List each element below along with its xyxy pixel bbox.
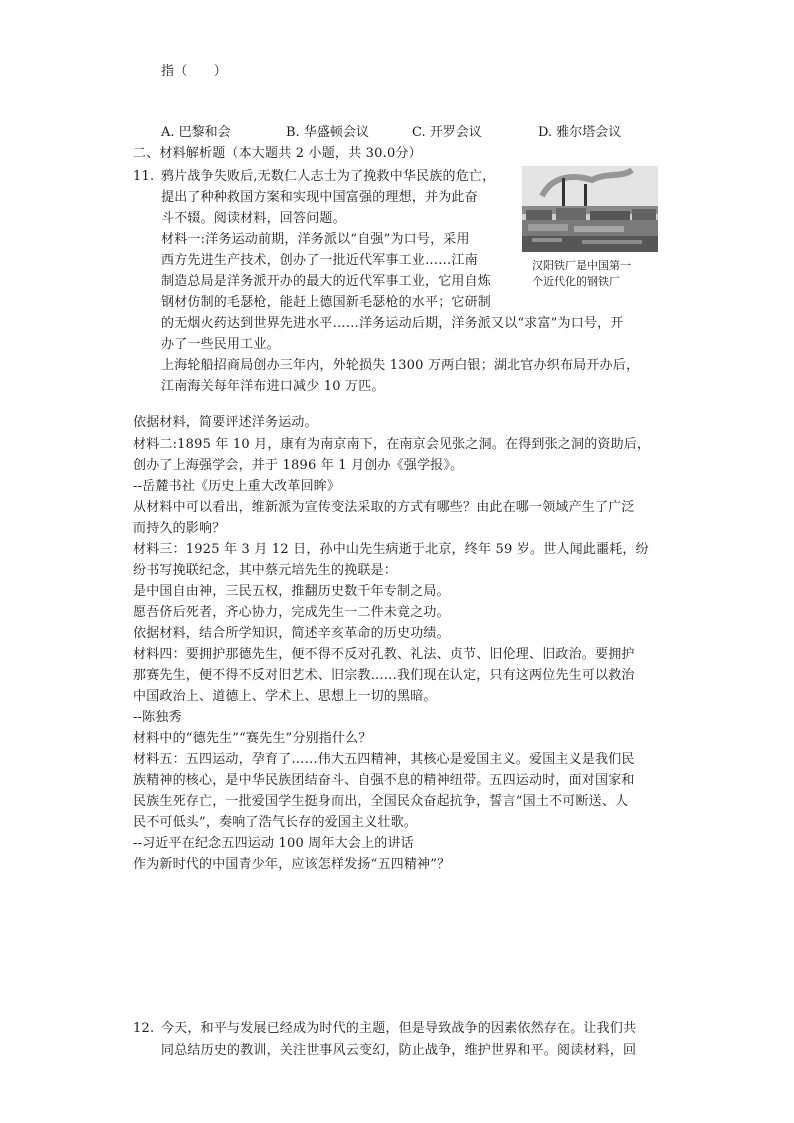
material-1-line: 钢材仿制的毛瑟枪，能赶上德国新毛瑟枪的水平；它研制: [161, 295, 492, 310]
material-1-line: 制造总局是洋务派开办的最大的近代军事工业，它用自炼: [161, 274, 492, 289]
material-1-line: 材料一:洋务运动前期，洋务派以“自强”为口号，采用: [161, 232, 470, 247]
q11-intro-line: 鸦片战争失败后,无数仁人志士为了挽救中华民族的危亡，: [161, 169, 496, 184]
material-1-line: 江南海关每年洋布进口减少 10 万匹。: [161, 379, 385, 394]
question-number: 11.: [133, 169, 155, 184]
material-5-line: 民族生死存亡，一批爱国学生挺身而出，全国民众奋起抗争，誓言“国土不可断送、人: [133, 794, 629, 809]
material-4-line: 材料四：要拥护那德先生，便不得不反对孔教、礼法、贞节、旧伦理、旧政治。要拥护: [133, 647, 635, 662]
photo-caption: 汉阳铁厂是中国第一: [532, 259, 631, 272]
sub-question: 从材料中可以看出，维新派为宣传变法采取的方式有哪些？由此在哪一领域产生了广泛: [133, 500, 635, 515]
sub-question: 作为新时代的中国青少年，应该怎样发扬“五四精神”？: [133, 857, 451, 872]
q12-line: 同总结历史的教训，关注世事风云变幻，防止战争，维护世界和平。阅读材料，回: [161, 1043, 637, 1058]
q11-intro-line: 提出了种种救国方案和实现中国富强的理想，并为此奋: [161, 190, 478, 205]
material-1-line: 办了一些民用工业。: [161, 337, 280, 352]
material-4-line: 中国政治上、道德上、学术上、思想上一切的黑暗。: [133, 689, 437, 704]
material-3-line: 纷书写挽联纪念，其中蔡元培先生的挽联是：: [133, 563, 398, 578]
sub-question: 依据材料，简要评述洋务运动。: [133, 415, 318, 430]
question-10-stem: 指（ ）: [161, 64, 228, 79]
q12-line: 今天，和平与发展已经成为时代的主题，但是导致战争的因素依然存在。让我们共: [161, 1021, 637, 1036]
section-title: 二、材料解析题（本大题共 2 小题，共 30.0分）: [133, 146, 422, 161]
material-source: --陈独秀: [133, 710, 182, 725]
material-3-line: 材料三：1925 年 3 月 12 日，孙中山先生病逝于北京，终年 59 岁。世人闻此噩耗，纷: [133, 542, 649, 557]
photo-caption: 个近代化的钢铁厂: [532, 275, 620, 288]
sub-question: 材料中的“德先生”“赛先生”分别指什么？: [133, 731, 372, 746]
material-source: --习近平在纪念五四运动 100 周年大会上的讲话: [133, 836, 414, 851]
option-a[interactable]: A. 巴黎和会: [161, 125, 231, 140]
material-source: --岳麓书社《历史上重大改革回眸》: [133, 479, 341, 494]
material-3-line: 愿吾侪后死者，齐心协力，完成先生一二件未竟之功。: [133, 605, 450, 620]
material-5-line: 材料五：五四运动，孕育了……伟大五四精神，其核心是爱国主义。爱国主义是我们民: [133, 752, 635, 767]
option-b[interactable]: B. 华盛顿会议: [286, 125, 369, 140]
hanyang-ironworks-photo: [522, 166, 658, 252]
material-3-line: 是中国自由神，三民五权，推翻历史数千年专制之局。: [133, 584, 450, 599]
material-2-line: 创办了上海强学会，并于 1896 年 1 月创办《强学报》。: [133, 458, 464, 473]
sub-question: 而持久的影响？: [133, 521, 226, 536]
material-4-line: 那赛先生，便不得不反对旧艺术、旧宗教……我们现在认定，只有这两位先生可以救治: [133, 668, 635, 683]
option-d[interactable]: D. 雅尔塔会议: [538, 125, 622, 140]
material-1-line: 上海轮船招商局创办三年内，外轮损失 1300 万两白银；湖北官办织布局开办后，: [161, 358, 640, 373]
material-5-line: 民不可低头”，奏响了浩气长存的爱国主义壮歌。: [133, 815, 418, 830]
material-2-line: 材料二:1895 年 10 月，康有为南京南下，在南京会见张之洞。在得到张之洞的资助后，: [133, 437, 651, 452]
material-1-line: 西方先进生产技术，创办了一批近代军事工业……江南: [161, 253, 478, 268]
material-5-line: 族精神的核心，是中华民族团结奋斗、自强不息的精神纽带。五四运动时，面对国家和: [133, 773, 635, 788]
sub-question: 依据材料，结合所学知识，简述辛亥革命的历史功绩。: [133, 626, 450, 641]
material-1-line: 的无烟火药达到世界先进水平……洋务运动后期，洋务派又以“求富”为口号，开: [161, 316, 624, 331]
q11-intro-line: 斗不辍。阅读材料，回答问题。: [161, 211, 346, 226]
question-number: 12.: [133, 1021, 155, 1036]
option-c[interactable]: C. 开罗会议: [412, 125, 482, 140]
